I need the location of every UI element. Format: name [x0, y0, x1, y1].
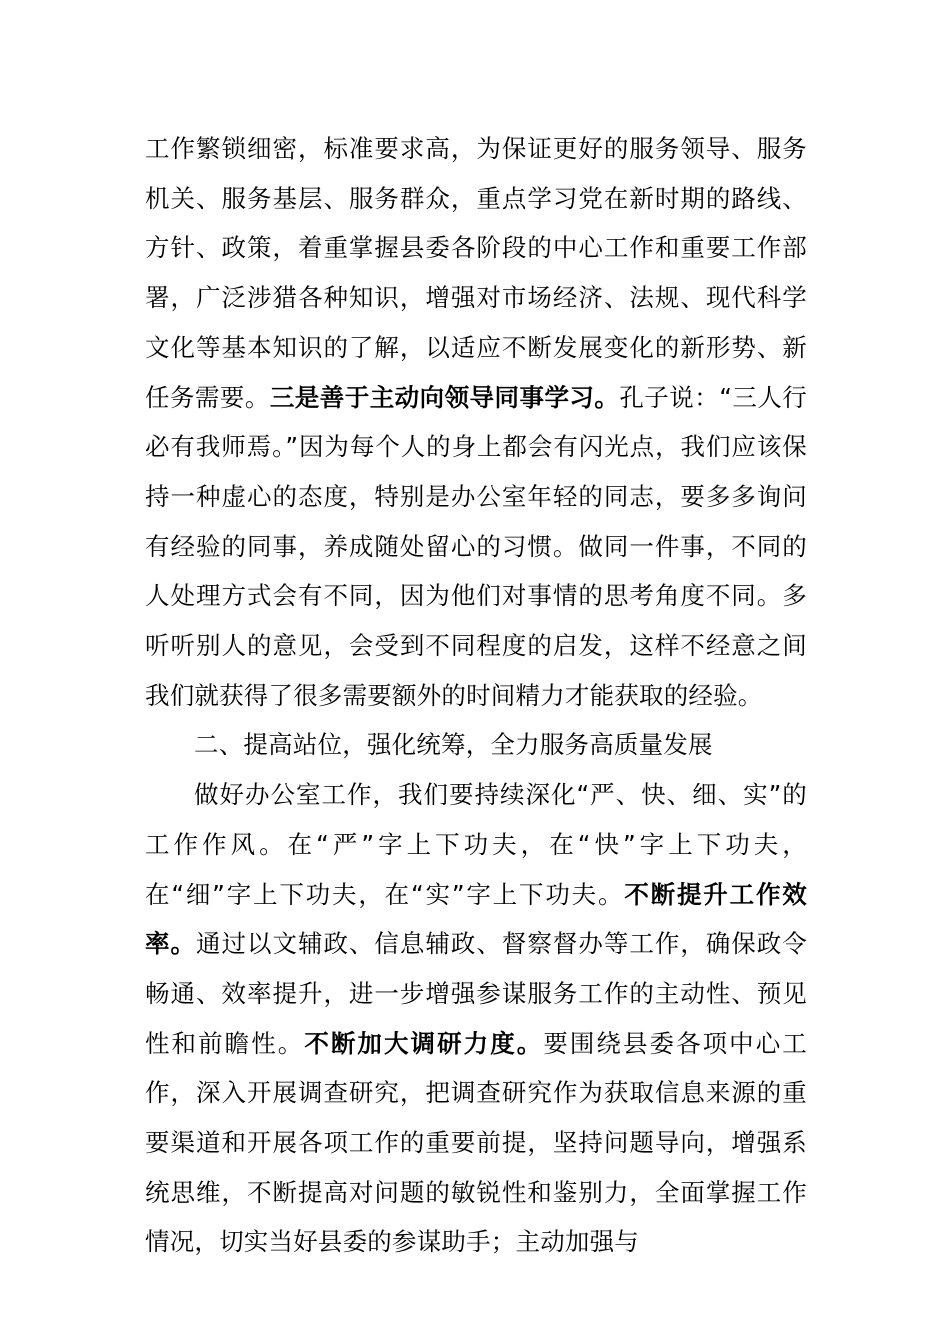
bold-heading: 不断加大调研力度。 [304, 1028, 544, 1058]
paragraph-text: 做好办公室工作，我们要持续深化“严、快、细、实”的工作作风。在“严”字上下功夫，在“快”字上下功夫，在“细”字上下功夫，在“实”字上下功夫。 [145, 780, 807, 909]
paragraph-study-colleagues [145, 124, 807, 720]
section-heading [145, 720, 807, 770]
bold-heading: 三是善于主动向领导同事学习。 [269, 382, 620, 412]
paragraph-text: 通过以文辅政、信息辅政、督察督办等工作，确保政令畅通、效率提升，进一步增强参谋服务工作的主动性、预见性和前瞻性。 [145, 929, 807, 1058]
paragraph-text: 工作繁锁细密，标准要求高，为保证更好的服务领导、服务机关、服务基层、服务群众，重点学习党在新时期的路线、方针、政策，着重掌握县委各阶段的中心工作和重要工作部署，广泛涉猎各种知识，增强对市场经济、法规、现代科学文化等基本知识的了解，以适应不断发展变化的新形势、新任务需要。 [145, 134, 807, 412]
bold-heading: 不断提升工作效率。 [145, 879, 807, 959]
section-heading-text: 二、提高站位，强化统筹，全力服务高质量发展 [194, 730, 713, 760]
paragraph-text: 要围绕县委各项中心工作，深入开展调查研究，把调查研究作为获取信息来源的重要渠道和开展各项工作的重要前提，坚持问题导向，增强系统思维，不断提高对问题的敏锐性和鉴别力，全面掌握工作情况，切实当好县委的参谋助手；主动加强与 [145, 1028, 807, 1257]
paragraph-work-style [145, 770, 807, 1267]
document-page [145, 124, 807, 1267]
paragraph-text: 孔子说：“三人行必有我师焉。”因为每个人的身上都会有闪光点，我们应该保持一种虚心的态度，特别是办公室年轻的同志，要多多询问有经验的同事，养成随处留心的习惯。做同一件事，不同的人处理方式会有不同，因为他们对事情的思考角度不同。多听听别人的意见，会受到不同程度的启发，这样不经意之间我们就获得了很多需要额外的时间精力才能获取的经验。 [145, 382, 807, 710]
